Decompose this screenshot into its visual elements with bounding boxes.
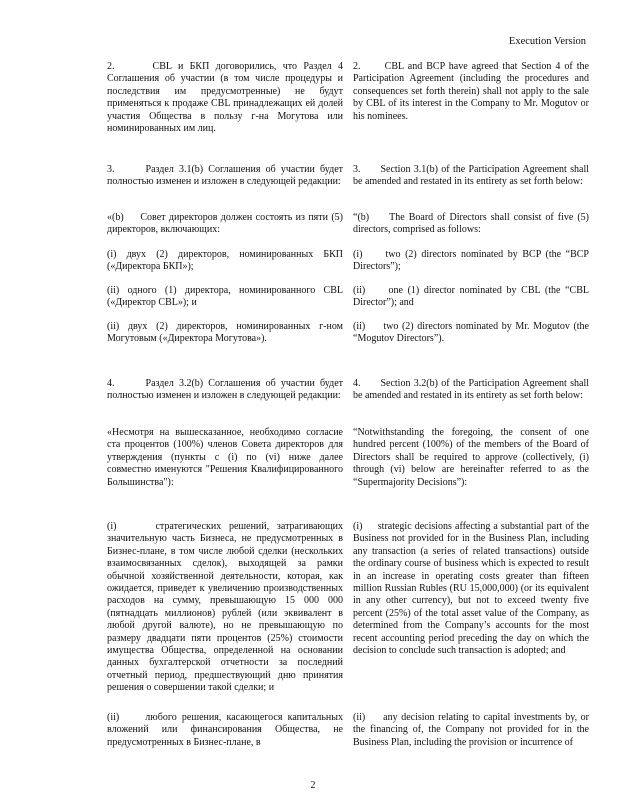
section-2-en: 2. CBL and BCP have agreed that Section 4 of the Participation Agreement (including the procedures and consequences set forth therein) shall not apply to the sale by CBL of its interest in the Company to Mr. Mogutov or his nominees.: [353, 61, 589, 122]
section-2-ru: 2. CBL и БКП договорились, что Раздел 4 Соглашения об участии (в том числе процедуры и последствия им предусмотренные) не будут применяться к продаже CBL принадлежащих ей долей участия Общества в пользу г-на Могутова или номинированных им лиц.: [107, 61, 343, 135]
board-composition-en: “(b) The Board of Directors shall consist of five (5) directors, comprised as follows:: [353, 212, 589, 236]
section-4-ru: 4. Раздел 3.2(b) Соглашения об участии будет полностью изменен и изложен в следующей редакции:: [107, 378, 343, 402]
mogutov-directors-ru: (ii) двух (2) директоров, номинированных г-ном Могутовым («Директора Могутова»).: [107, 321, 343, 345]
supermajority-intro-en: “Notwithstanding the foregoing, the consent of one hundred percent (100%) of the members of the Board of Directors shall be required to approve (collectively, (i) through (vi) below are hereinafter referred to as the “Supermajority Decisions”):: [353, 427, 589, 488]
supermajority-intro-ru: «Несмотря на вышесказанное, необходимо согласие ста процентов (100%) членов Совета директоров для утверждения (пункты с (i) по (vi) ниже далее совместно именуются "Решения Квалифицированного Большинства"):: [107, 427, 343, 488]
document-version-label: Execution Version: [508, 36, 586, 47]
cbl-director-en: (ii) one (1) director nominated by CBL (the “CBL Director”); and: [353, 285, 589, 309]
capital-investments-ru: (ii) любого решения, касающегося капитальных вложений или финансирования Общества, не предусмотренных в Бизнес-плане, в: [107, 712, 343, 748]
section-3-ru: 3. Раздел 3.1(b) Соглашения об участии будет полностью изменен и изложен в следующей редакции:: [107, 164, 343, 188]
strategic-decisions-en: (i) strategic decisions affecting a substantial part of the Business not provided for in the Business Plan, including any transaction (a series of related transactions) outside the ordinary course of business which is expected to result in an increase in operating costs greater than fifteen million Russian Rubles (RU 15,000,000) (or its equivalent in any other currency), but not to exceed twenty five percent (25%) of the total asset value of the Company, as determined from the Company’s accounts for the most recent accounting period preceding the day on which the decision to conclude such transaction is adopted; and: [353, 521, 589, 657]
board-composition-ru: «(b) Совет директоров должен состоять из пяти (5) директоров, включающих:: [107, 212, 343, 236]
bcp-directors-en: (i) two (2) directors nominated by BCP (the “BCP Directors”);: [353, 249, 589, 273]
section-3-en: 3. Section 3.1(b) of the Participation Agreement shall be amended and restated in its entirety as set forth below:: [353, 164, 589, 188]
mogutov-directors-en: (ii) two (2) directors nominated by Mr. Mogutov (the “Mogutov Directors”).: [353, 321, 589, 345]
capital-investments-en: (ii) any decision relating to capital investments by, or the financing of, the Company not provided for in the Business Plan, including the provision or incurrence of: [353, 712, 589, 748]
page-number: 2: [310, 780, 316, 791]
section-4-en: 4. Section 3.2(b) of the Participation Agreement shall be amended and restated in its entirety as set forth below:: [353, 378, 589, 402]
strategic-decisions-ru: (i) стратегических решений, затрагивающих значительную часть Бизнеса, не предусмотренных в Бизнес-плане, в том числе любой сделки (нескольких взаимосвязанных сделок), выходящей за рамки обычной хозяйственной деятельности, которая, как ожидается, приведет к увеличению производственных расходов на сумму, превышающую 15 000 000 (пятнадцать миллионов) рублей (или эквивалент в любой другой валюте), но не превышающую по размеру двадцати пяти процентов (25%) стоимости имущества Общества, определенной на основании данных бухгалтерской отчетности за последний отчетный период, предшествующий дню принятия решения о совершении такой сделки; и: [107, 521, 343, 694]
cbl-director-ru: (ii) одного (1) директора, номинированного CBL («Директор CBL»); и: [107, 285, 343, 309]
bcp-directors-ru: (i) двух (2) директоров, номинированных БКП («Директора БКП»);: [107, 249, 343, 273]
